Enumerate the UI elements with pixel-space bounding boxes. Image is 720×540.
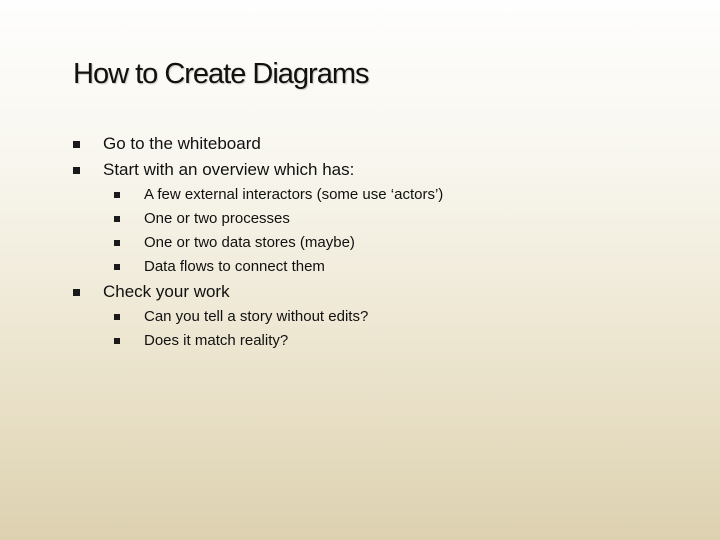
sub-bullet-text: Can you tell a story without edits? <box>144 308 369 325</box>
sub-bullet-text: Does it match reality? <box>144 332 289 349</box>
bullet-text: Check your work <box>103 282 230 301</box>
square-bullet-icon <box>73 167 80 174</box>
square-bullet-icon <box>73 289 80 296</box>
sub-bullet-text: One or two processes <box>144 210 290 227</box>
sub-bullet-item <box>114 308 368 325</box>
square-bullet-icon <box>114 240 120 246</box>
slide-title: How to Create Diagrams <box>73 58 369 90</box>
square-bullet-icon <box>114 314 120 320</box>
square-bullet-icon <box>73 141 80 148</box>
sub-bullet-item <box>114 186 443 203</box>
sub-bullet-text: One or two data stores (maybe) <box>144 234 355 251</box>
sub-bullet-text: Data flows to connect them <box>144 258 325 275</box>
bullet-item <box>73 160 354 180</box>
bullet-item <box>73 282 230 302</box>
bullet-text: Go to the whiteboard <box>103 134 261 153</box>
sub-bullet-item <box>114 332 288 349</box>
square-bullet-icon <box>114 338 120 344</box>
sub-bullet-item <box>114 210 290 227</box>
sub-bullet-item <box>114 234 355 251</box>
square-bullet-icon <box>114 264 120 270</box>
bullet-text: Start with an overview which has: <box>103 160 355 179</box>
sub-bullet-item <box>114 258 325 275</box>
sub-bullet-text: A few external interactors (some use ‘actors’) <box>144 186 444 203</box>
bullet-item <box>73 134 261 154</box>
square-bullet-icon <box>114 192 120 198</box>
square-bullet-icon <box>114 216 120 222</box>
